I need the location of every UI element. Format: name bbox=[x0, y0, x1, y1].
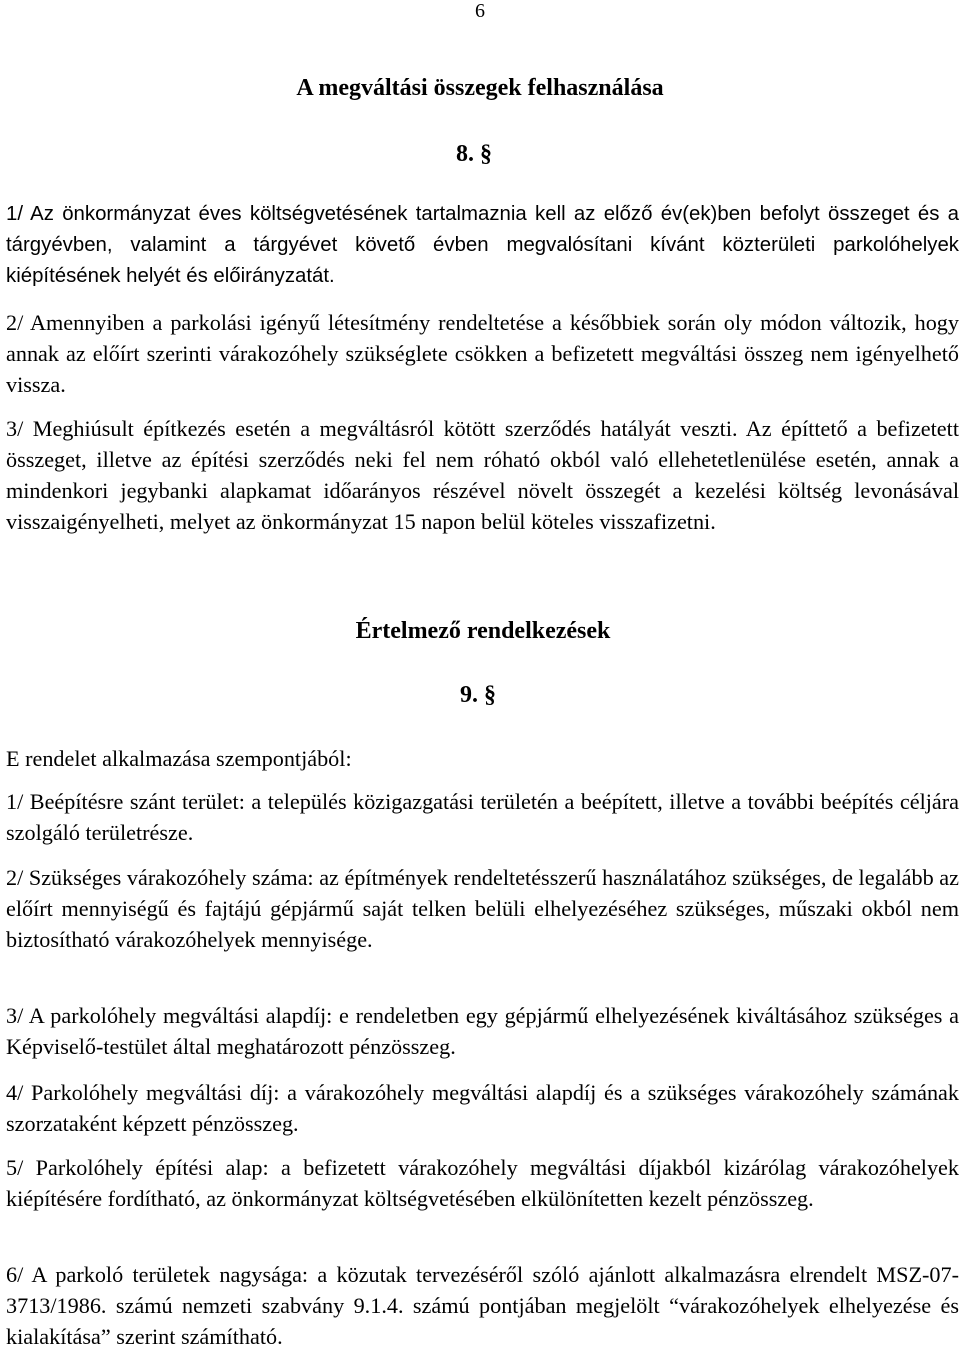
intro-line: E rendelet alkalmazása szempontjából: bbox=[6, 746, 352, 771]
definition-4: 4/ Parkolóhely megváltási díj: a várakozóhely megváltási alapdíj és a szükséges várakozóhely számának szorzataként képzett pénzösszeg. bbox=[6, 1080, 959, 1136]
definition-1: 1/ Beépítésre szánt terület: a település közigazgatási területén a beépített, illetve a további beépítés céljára szolgáló területrésze. bbox=[6, 789, 959, 845]
section-title-ertelmezo: Értelmező rendelkezések bbox=[355, 618, 611, 644]
paragraph-mark-9: 9. § bbox=[460, 682, 496, 708]
definition-3: 3/ A parkolóhely megváltási alapdíj: e rendeletben egy gépjármű elhelyezésének kiváltásához szükséges a Képviselő-testület által meghatározott pénzösszeg. bbox=[6, 1003, 959, 1059]
page-number: 6 bbox=[475, 0, 485, 22]
paragraph-8-1: 1/ Az önkormányzat éves költségvetésének tartalmaznia kell az előző év(ek)ben befolyt összeget és a tárgyévben, valamint a tárgyévet követő évben megvalósítani kívánt közterületi parkolóhelyek kiépítésének helyét és előirányzatát. bbox=[6, 203, 959, 287]
section-title-megvaltasi: A megváltási összegek felhasználása bbox=[296, 75, 664, 101]
definition-6: 6/ A parkoló területek nagysága: a közutak tervezéséről szóló ajánlott alkalmazásra elrendelt MSZ-07-3713/1986. számú nemzeti szabvány 9.1.4. számú pontjában megjelölt “várakozóhelyek elhelyezése és kialakítása” szerint számítható. bbox=[6, 1262, 959, 1349]
paragraph-mark-8: 8. § bbox=[456, 141, 492, 167]
paragraph-8-3: 3/ Meghiúsult építkezés esetén a megváltásról kötött szerződés hatályát veszti. Az építtető a befizetett összeget, illetve az építési szerződés neki fel nem róható okból való ellehetetlenülése esetén, annak a mindenkori jegybanki alapkamat időarányos részével növelt összegét a kezelési költség levonásával visszaigényelheti, melyet az önkormányzat 15 napon belül köteles visszafizetni. bbox=[6, 416, 959, 534]
definition-2: 2/ Szükséges várakozóhely száma: az építmények rendeltetésszerű használatához szükséges, de legalább az előírt mennyiségű és fajtájú gépjármű saját telken belüli elhelyezéséhez szükséges, műszaki okból nem biztosítható várakozóhelyek mennyisége. bbox=[6, 865, 959, 952]
definition-5: 5/ Parkolóhely építési alap: a befizetett várakozóhely megváltási díjakból kizárólag várakozóhelyek kiépítésére fordítható, az önkormányzat költségvetésében elkülönítetten kezelt pénzösszeg. bbox=[6, 1155, 959, 1211]
paragraph-8-2: 2/ Amennyiben a parkolási igényű létesítmény rendeltetése a későbbiek során oly módon változik, hogy annak az előírt szerinti várakozóhely szükséglete csökken a befizetett megváltási összeg nem igényelhető vissza. bbox=[6, 310, 959, 397]
